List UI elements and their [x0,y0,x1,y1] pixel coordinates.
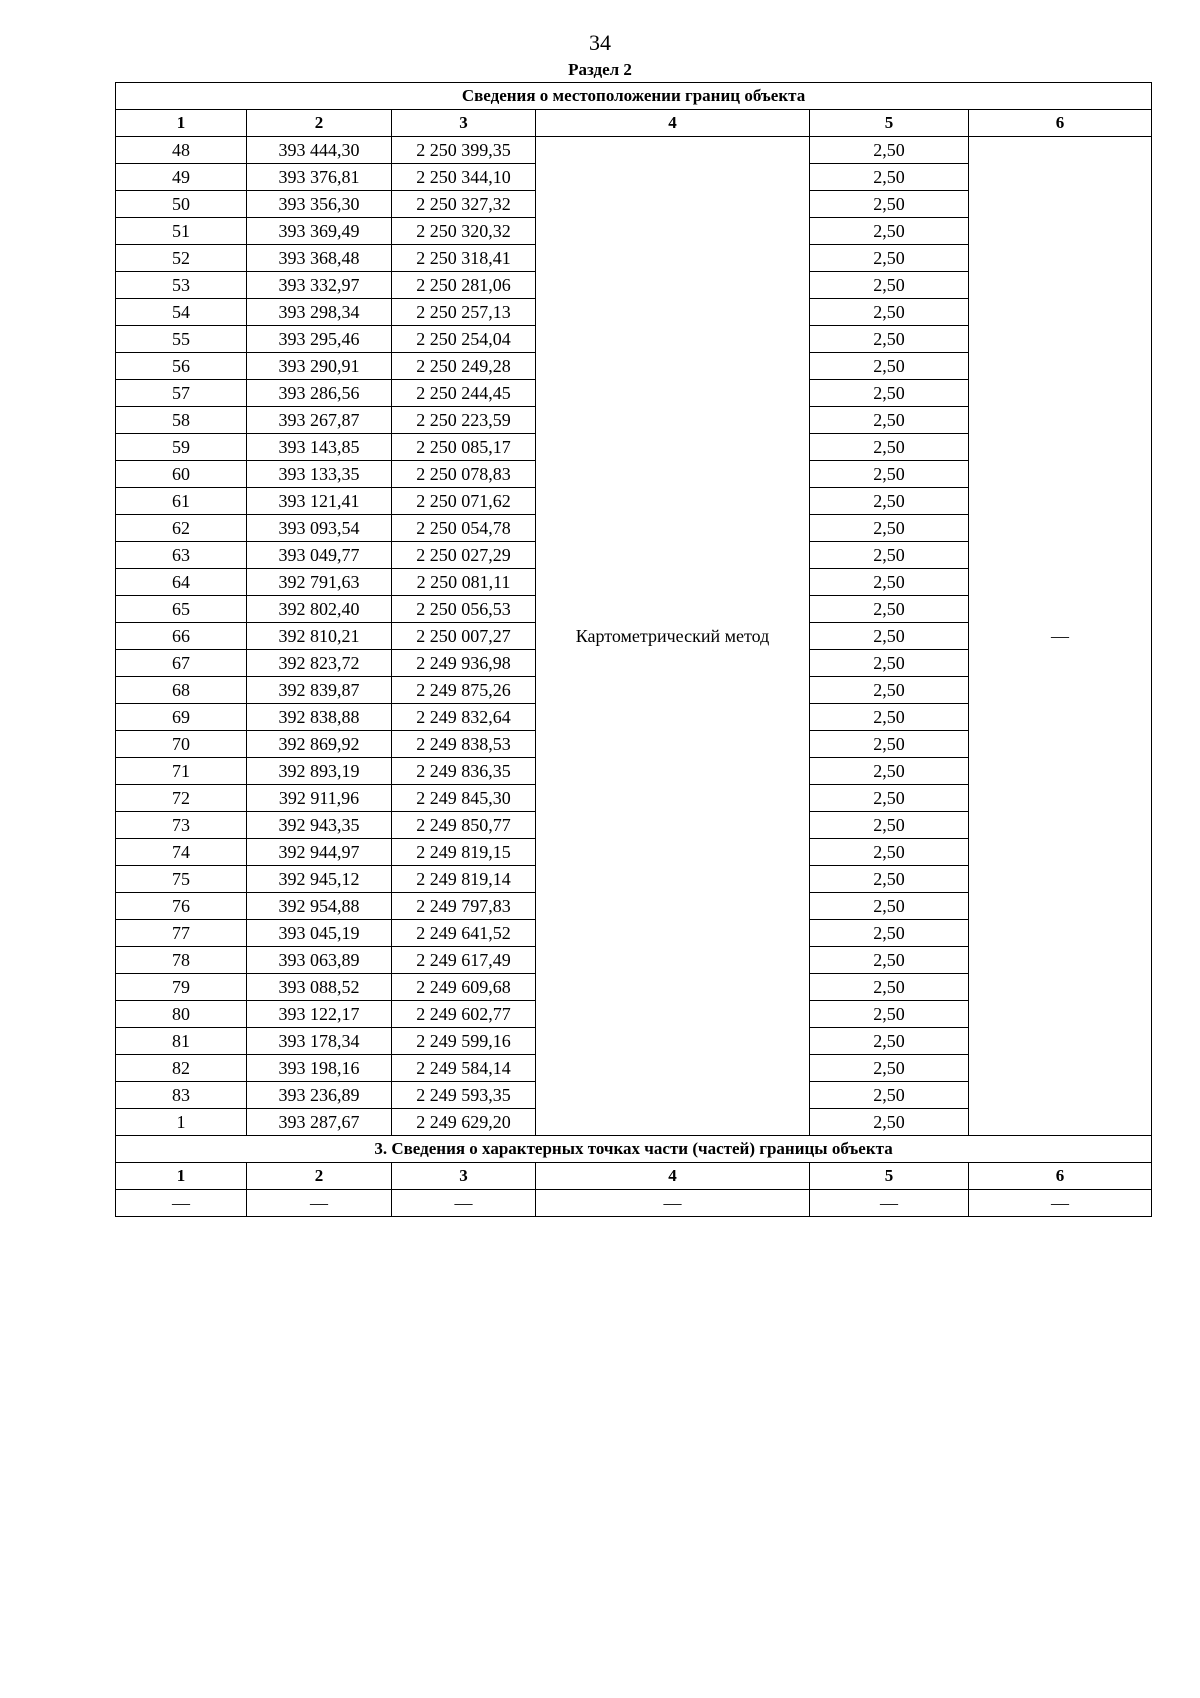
accuracy-cell: 2,50 [810,812,969,839]
coordinate-y-cell: 2 249 850,77 [392,812,536,839]
coordinate-x-cell: 393 049,77 [247,542,392,569]
coordinate-y-cell: 2 250 320,32 [392,218,536,245]
coordinate-y-cell: 2 250 081,11 [392,569,536,596]
column-header: 3 [392,110,536,137]
point-number-cell: 58 [116,407,247,434]
coordinate-y-cell: 2 249 599,16 [392,1028,536,1055]
coordinate-x-cell: 392 838,88 [247,704,392,731]
coordinate-y-cell: 2 249 609,68 [392,974,536,1001]
coordinate-x-cell: 393 368,48 [247,245,392,272]
accuracy-cell: 2,50 [810,488,969,515]
coordinate-y-cell: 2 249 629,20 [392,1109,536,1136]
table-title: Сведения о местоположении границ объекта [116,83,1152,110]
coordinate-y-cell: 2 250 056,53 [392,596,536,623]
accuracy-cell: 2,50 [810,380,969,407]
accuracy-cell: 2,50 [810,137,969,164]
point-number-cell: 83 [116,1082,247,1109]
point-number-cell: 59 [116,434,247,461]
section3-column-header: 5 [810,1163,969,1190]
accuracy-cell: 2,50 [810,731,969,758]
coordinate-y-cell: 2 250 399,35 [392,137,536,164]
section3-cell: — [536,1190,810,1217]
coordinate-y-cell: 2 249 584,14 [392,1055,536,1082]
coordinate-y-cell: 2 249 845,30 [392,785,536,812]
coordinate-x-cell: 392 823,72 [247,650,392,677]
accuracy-cell: 2,50 [810,785,969,812]
point-number-cell: 73 [116,812,247,839]
section3-cell: — [810,1190,969,1217]
point-number-cell: 68 [116,677,247,704]
accuracy-cell: 2,50 [810,515,969,542]
coordinate-x-cell: 393 444,30 [247,137,392,164]
point-number-cell: 69 [116,704,247,731]
section3-cell: — [247,1190,392,1217]
coordinate-y-cell: 2 250 071,62 [392,488,536,515]
coordinate-x-cell: 392 802,40 [247,596,392,623]
section3-title: 3. Сведения о характерных точках части (частей) границы объекта [116,1136,1152,1163]
coordinate-x-cell: 393 332,97 [247,272,392,299]
table-row [116,137,1152,164]
coordinate-y-cell: 2 249 641,52 [392,920,536,947]
coordinate-x-cell: 393 122,17 [247,1001,392,1028]
section-title: Раздел 2 [568,60,632,79]
accuracy-cell: 2,50 [810,974,969,1001]
coordinate-x-cell: 393 286,56 [247,380,392,407]
accuracy-cell: 2,50 [810,191,969,218]
coordinate-y-cell: 2 249 819,15 [392,839,536,866]
accuracy-cell: 2,50 [810,677,969,704]
coordinate-y-cell: 2 250 257,13 [392,299,536,326]
section3-column-header: 6 [969,1163,1152,1190]
coordinate-y-cell: 2 250 281,06 [392,272,536,299]
coordinate-x-cell: 392 911,96 [247,785,392,812]
point-number-cell: 56 [116,353,247,380]
coordinate-y-cell: 2 249 832,64 [392,704,536,731]
section3-column-header: 3 [392,1163,536,1190]
accuracy-cell: 2,50 [810,1055,969,1082]
coordinate-y-cell: 2 250 054,78 [392,515,536,542]
accuracy-cell: 2,50 [810,1082,969,1109]
coordinate-x-cell: 393 178,34 [247,1028,392,1055]
coordinate-y-cell: 2 250 344,10 [392,164,536,191]
point-number-cell: 81 [116,1028,247,1055]
point-number-cell: 78 [116,947,247,974]
point-number-cell: 64 [116,569,247,596]
column-header-row [116,110,1152,137]
coordinate-x-cell: 392 944,97 [247,839,392,866]
accuracy-cell: 2,50 [810,461,969,488]
column-header: 1 [116,110,247,137]
coordinate-y-cell: 2 249 875,26 [392,677,536,704]
accuracy-cell: 2,50 [810,866,969,893]
column-header: 6 [969,110,1152,137]
section3-cell: — [969,1190,1152,1217]
coordinate-x-cell: 392 839,87 [247,677,392,704]
coordinate-x-cell: 393 088,52 [247,974,392,1001]
coordinate-x-cell: 393 267,87 [247,407,392,434]
accuracy-cell: 2,50 [810,569,969,596]
coordinate-y-cell: 2 250 027,29 [392,542,536,569]
point-number-cell: 71 [116,758,247,785]
table-title-row [116,83,1152,110]
section3-title-row [116,1136,1152,1163]
accuracy-cell: 2,50 [810,623,969,650]
point-number-cell: 55 [116,326,247,353]
coordinate-x-cell: 393 198,16 [247,1055,392,1082]
point-number-cell: 66 [116,623,247,650]
section3-cell: — [116,1190,247,1217]
accuracy-cell: 2,50 [810,839,969,866]
accuracy-cell: 2,50 [810,542,969,569]
accuracy-cell: 2,50 [810,1028,969,1055]
coordinate-x-cell: 393 298,34 [247,299,392,326]
point-number-cell: 74 [116,839,247,866]
point-number-cell: 72 [116,785,247,812]
point-number-cell: 60 [116,461,247,488]
coordinate-y-cell: 2 250 078,83 [392,461,536,488]
coordinate-y-cell: 2 249 838,53 [392,731,536,758]
coordinate-y-cell: 2 249 836,35 [392,758,536,785]
accuracy-cell: 2,50 [810,920,969,947]
point-number-cell: 77 [116,920,247,947]
accuracy-cell: 2,50 [810,758,969,785]
section3-column-header: 1 [116,1163,247,1190]
coordinate-y-cell: 2 250 254,04 [392,326,536,353]
column-header: 4 [536,110,810,137]
accuracy-cell: 2,50 [810,299,969,326]
accuracy-cell: 2,50 [810,272,969,299]
coordinate-x-cell: 393 295,46 [247,326,392,353]
coordinate-y-cell: 2 249 936,98 [392,650,536,677]
accuracy-cell: 2,50 [810,434,969,461]
accuracy-cell: 2,50 [810,326,969,353]
point-number-cell: 65 [116,596,247,623]
coordinate-x-cell: 392 954,88 [247,893,392,920]
coordinate-x-cell: 393 290,91 [247,353,392,380]
accuracy-cell: 2,50 [810,245,969,272]
section3-header-row [116,1163,1152,1190]
page-number: 34 [589,30,611,55]
coordinate-x-cell: 392 893,19 [247,758,392,785]
coordinate-x-cell: 392 791,63 [247,569,392,596]
accuracy-cell: 2,50 [810,704,969,731]
accuracy-cell: 2,50 [810,893,969,920]
accuracy-cell: 2,50 [810,650,969,677]
point-number-cell: 63 [116,542,247,569]
coordinate-y-cell: 2 249 602,77 [392,1001,536,1028]
point-number-cell: 75 [116,866,247,893]
point-number-cell: 76 [116,893,247,920]
coordinate-y-cell: 2 250 249,28 [392,353,536,380]
coordinate-y-cell: 2 250 327,32 [392,191,536,218]
section3-column-header: 2 [247,1163,392,1190]
point-number-cell: 53 [116,272,247,299]
point-number-cell: 79 [116,974,247,1001]
coordinate-x-cell: 393 093,54 [247,515,392,542]
coordinate-x-cell: 392 945,12 [247,866,392,893]
accuracy-cell: 2,50 [810,1001,969,1028]
coordinate-x-cell: 392 943,35 [247,812,392,839]
point-number-cell: 57 [116,380,247,407]
coordinate-x-cell: 393 045,19 [247,920,392,947]
coordinate-y-cell: 2 250 085,17 [392,434,536,461]
point-number-cell: 70 [116,731,247,758]
accuracy-cell: 2,50 [810,353,969,380]
point-number-cell: 48 [116,137,247,164]
accuracy-cell: 2,50 [810,218,969,245]
coordinate-x-cell: 392 810,21 [247,623,392,650]
section3-column-header: 4 [536,1163,810,1190]
coordinate-x-cell: 392 869,92 [247,731,392,758]
coordinate-y-cell: 2 250 244,45 [392,380,536,407]
column-header: 2 [247,110,392,137]
point-number-cell: 62 [116,515,247,542]
section3-cell: — [392,1190,536,1217]
point-number-cell: 61 [116,488,247,515]
point-number-cell: 82 [116,1055,247,1082]
coordinate-y-cell: 2 249 797,83 [392,893,536,920]
point-number-cell: 49 [116,164,247,191]
point-number-cell: 52 [116,245,247,272]
coordinate-x-cell: 393 376,81 [247,164,392,191]
description-cell: — [969,137,1152,1136]
point-number-cell: 67 [116,650,247,677]
coordinate-y-cell: 2 249 617,49 [392,947,536,974]
point-number-cell: 51 [116,218,247,245]
coordinate-x-cell: 393 236,89 [247,1082,392,1109]
coordinate-x-cell: 393 356,30 [247,191,392,218]
coordinate-x-cell: 393 143,85 [247,434,392,461]
column-header: 5 [810,110,969,137]
coordinate-y-cell: 2 250 007,27 [392,623,536,650]
coordinate-y-cell: 2 249 819,14 [392,866,536,893]
point-number-cell: 54 [116,299,247,326]
accuracy-cell: 2,50 [810,947,969,974]
coordinate-y-cell: 2 249 593,35 [392,1082,536,1109]
method-cell: Картометрический метод [536,137,810,1136]
coordinate-x-cell: 393 063,89 [247,947,392,974]
point-number-cell: 80 [116,1001,247,1028]
accuracy-cell: 2,50 [810,164,969,191]
boundary-table [115,82,1152,1217]
coordinate-x-cell: 393 121,41 [247,488,392,515]
point-number-cell: 50 [116,191,247,218]
accuracy-cell: 2,50 [810,407,969,434]
coordinate-y-cell: 2 250 318,41 [392,245,536,272]
coordinate-x-cell: 393 133,35 [247,461,392,488]
section3-row [116,1190,1152,1217]
coordinate-x-cell: 393 287,67 [247,1109,392,1136]
accuracy-cell: 2,50 [810,596,969,623]
point-number-cell: 1 [116,1109,247,1136]
accuracy-cell: 2,50 [810,1109,969,1136]
coordinate-x-cell: 393 369,49 [247,218,392,245]
coordinate-y-cell: 2 250 223,59 [392,407,536,434]
